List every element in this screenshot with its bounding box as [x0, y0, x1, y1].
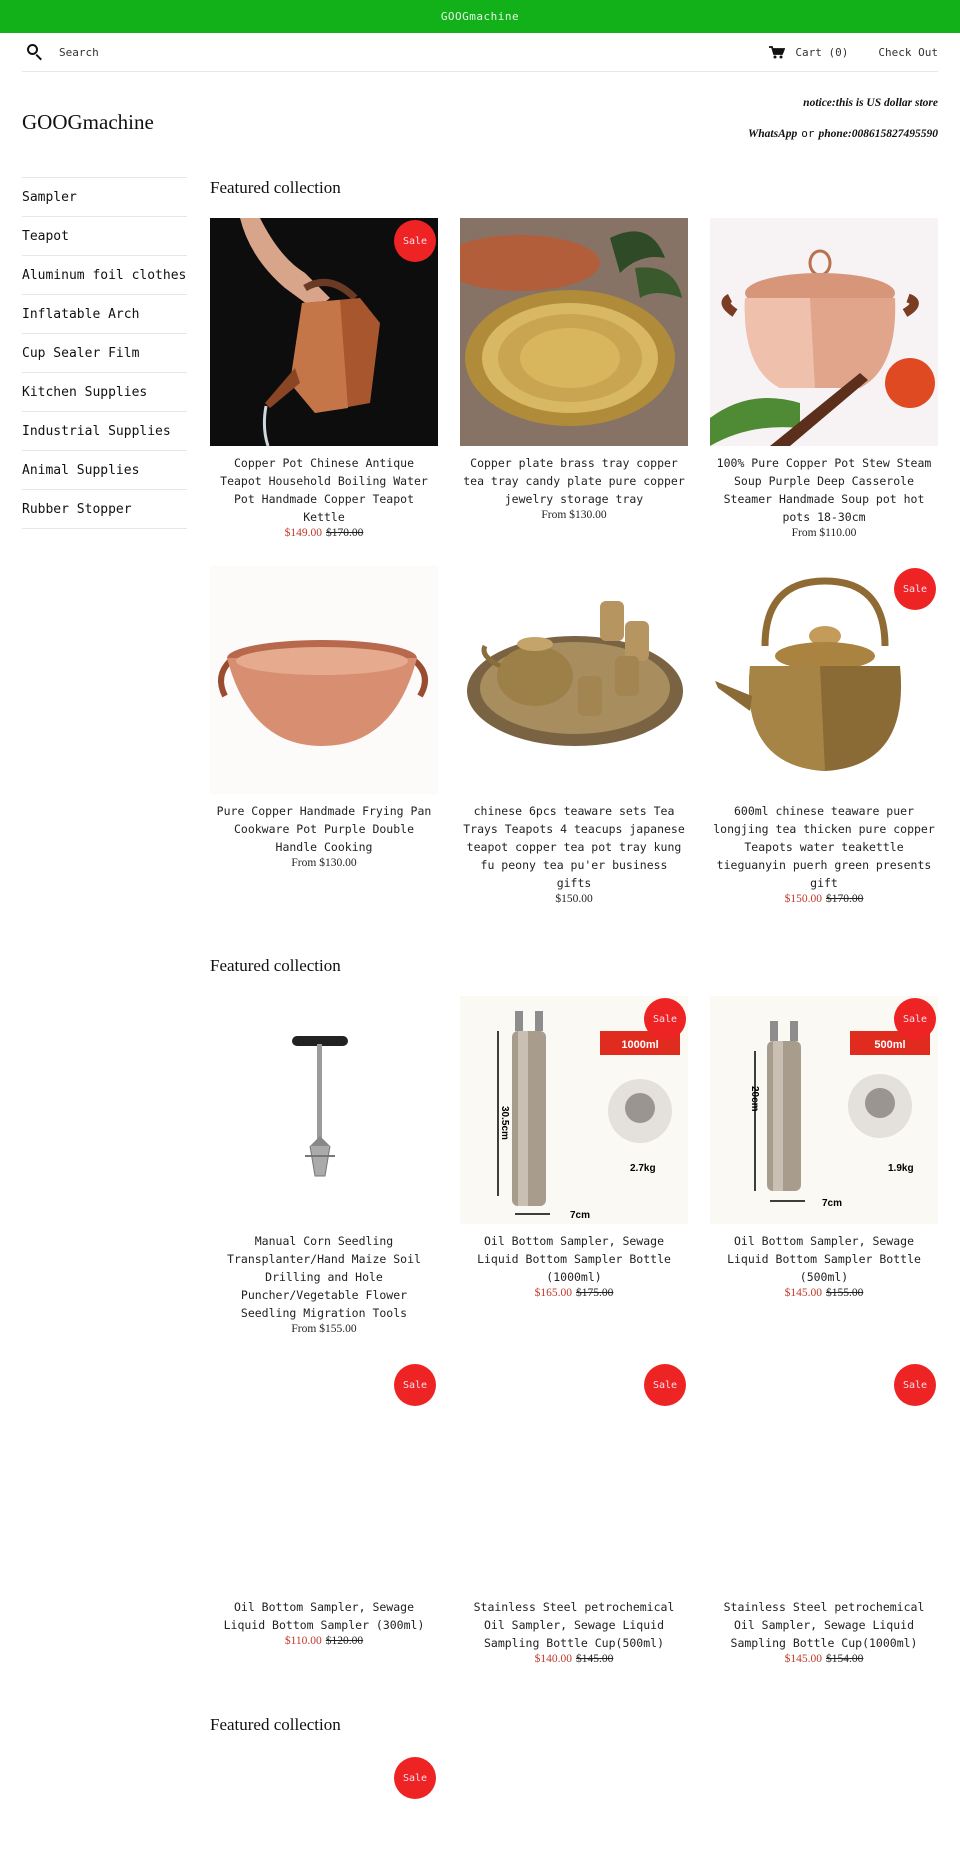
sale-badge: Sale — [894, 568, 936, 610]
sale-price: $149.00 — [284, 527, 322, 539]
product-image[interactable] — [210, 218, 438, 446]
product-card[interactable] — [710, 996, 938, 1299]
sidebar-item-teapot[interactable]: Teapot — [22, 217, 187, 256]
sale-badge: Sale — [894, 1364, 936, 1406]
sale-badge: Sale — [394, 1757, 436, 1799]
capacity-label: 500ml — [874, 1039, 906, 1051]
sidebar-item-kitchen-supplies[interactable]: Kitchen Supplies — [22, 373, 187, 412]
product-image[interactable] — [460, 566, 688, 794]
product-title[interactable]: Oil Bottom Sampler, Sewage Liquid Bottom Sampler Bottle (1000ml) — [477, 1234, 671, 1284]
product-title[interactable]: chinese 6pcs teaware sets Tea Trays Teapots 4 teacups japanese teapot copper tea pot tray kung fu peony tea pu'er business gifts — [463, 804, 685, 890]
sidebar-item-animal-supplies[interactable]: Animal Supplies — [22, 451, 187, 490]
weight-label: 1.9kg — [888, 1163, 914, 1174]
product-title[interactable]: Copper Pot Chinese Antique Teapot Household Boiling Water Pot Handmade Copper Teapot Kettle — [220, 456, 428, 524]
header-links — [769, 46, 938, 59]
product-image[interactable] — [710, 218, 938, 446]
search-field[interactable] — [22, 44, 99, 60]
product-image[interactable] — [460, 218, 688, 446]
product-title[interactable]: Oil Bottom Sampler, Sewage Liquid Bottom Sampler (300ml) — [223, 1600, 425, 1632]
product-price — [210, 527, 438, 539]
product-image[interactable] — [210, 996, 438, 1224]
site-logo[interactable]: GOOGmachine — [22, 110, 154, 134]
product-price — [210, 1635, 438, 1647]
phone-number: phone:008615827495590 — [818, 128, 938, 140]
compare-price: $120.00 — [325, 1635, 364, 1647]
search-input[interactable]: Search — [59, 45, 99, 59]
product-card[interactable] — [460, 566, 688, 905]
product-card[interactable] — [710, 1362, 938, 1665]
sidebar-nav — [22, 177, 187, 529]
sale-price: $165.00 — [534, 1287, 572, 1299]
or-text: or — [801, 127, 815, 140]
sidebar-item-rubber-stopper[interactable]: Rubber Stopper — [22, 490, 187, 529]
product-title[interactable]: 600ml chinese teaware puer longjing tea thicken pure copper Teapots water teakettle tieguanyin puerh green presents gift — [713, 804, 935, 890]
cart-icon — [769, 46, 785, 59]
section-title: Featured collection — [210, 956, 341, 975]
sale-price: $145.00 — [784, 1653, 822, 1665]
product-image[interactable] — [210, 1755, 438, 1870]
product-price — [710, 1287, 938, 1299]
announcement-text: GOOGmachine — [440, 10, 520, 23]
cart-label: Cart (0) — [795, 45, 849, 59]
contact-line — [748, 126, 938, 140]
compare-price: $170.00 — [326, 527, 364, 539]
compare-price: $155.00 — [826, 1287, 864, 1299]
checkout-link[interactable]: Check Out — [878, 45, 938, 59]
product-card[interactable] — [210, 1755, 438, 1870]
sale-badge: Sale — [394, 220, 436, 262]
product-title[interactable]: Stainless Steel petrochemical Oil Sampler, Sewage Liquid Sampling Bottle Cup(1000ml) — [723, 1600, 925, 1650]
product-title[interactable]: Copper plate brass tray copper tea tray candy plate pure copper jewelry storage tray — [463, 456, 685, 506]
product-image[interactable] — [710, 996, 938, 1224]
top-bar — [22, 33, 938, 72]
product-image[interactable] — [710, 566, 938, 794]
product-price — [710, 893, 938, 905]
sale-badge: Sale — [644, 1364, 686, 1406]
product-image[interactable] — [210, 566, 438, 794]
whatsapp-label: WhatsApp — [748, 128, 798, 140]
product-card[interactable] — [460, 996, 688, 1299]
product-price — [460, 1653, 688, 1665]
product-price — [460, 1287, 688, 1299]
product-image[interactable] — [460, 1362, 688, 1590]
product-card[interactable] — [210, 566, 438, 869]
sale-badge: Sale — [894, 998, 936, 1040]
sidebar-item-inflatable-arch[interactable]: Inflatable Arch — [22, 295, 187, 334]
cart-link[interactable] — [769, 46, 848, 59]
product-image[interactable] — [210, 1362, 438, 1590]
announcement-bar — [0, 0, 960, 33]
product-title[interactable]: 100% Pure Copper Pot Stew Steam Soup Purple Deep Casserole Steamer Handmade Soup pot hot pots 18-30cm — [716, 456, 932, 524]
product-price: From $155.00 — [291, 1323, 357, 1335]
product-price — [710, 1653, 938, 1665]
sale-badge: Sale — [644, 998, 686, 1040]
product-title[interactable]: Stainless Steel petrochemical Oil Sampler, Sewage Liquid Sampling Bottle Cup(500ml) — [473, 1600, 675, 1650]
product-card[interactable] — [460, 1362, 688, 1665]
product-card[interactable] — [210, 1362, 438, 1647]
product-card[interactable] — [210, 996, 438, 1335]
product-title[interactable]: Manual Corn Seedling Transplanter/Hand Maize Soil Drilling and Hole Puncher/Vegetable Flower Seedling Migration Tools — [227, 1234, 421, 1320]
compare-price: $145.00 — [576, 1653, 614, 1665]
compare-price: $175.00 — [576, 1287, 614, 1299]
section-title: Featured collection — [210, 178, 341, 197]
sale-price: $140.00 — [534, 1653, 572, 1665]
product-card[interactable] — [210, 218, 438, 539]
search-icon[interactable] — [27, 44, 43, 60]
product-title[interactable]: Oil Bottom Sampler, Sewage Liquid Bottom Sampler Bottle (500ml) — [727, 1234, 921, 1284]
product-card[interactable] — [710, 566, 938, 905]
product-price: From $130.00 — [541, 509, 607, 521]
product-card[interactable] — [710, 218, 938, 539]
sale-price: $145.00 — [784, 1287, 822, 1299]
sale-price: $150.00 — [784, 893, 822, 905]
compare-price: $154.00 — [826, 1653, 864, 1665]
product-price: From $130.00 — [291, 857, 357, 869]
product-title[interactable]: Pure Copper Handmade Frying Pan Cookware Pot Purple Double Handle Cooking — [216, 804, 432, 854]
sidebar-item-sampler[interactable]: Sampler — [22, 178, 187, 217]
section-title: Featured collection — [210, 1715, 341, 1734]
sale-price: $110.00 — [284, 1635, 322, 1647]
product-image[interactable] — [460, 996, 688, 1224]
sidebar-item-aluminum-foil-clothes[interactable]: Aluminum foil clothes — [22, 256, 187, 295]
product-card[interactable] — [460, 218, 688, 521]
product-image[interactable] — [710, 1362, 938, 1590]
width-label: 7cm — [822, 1198, 843, 1209]
sale-badge: Sale — [394, 1364, 436, 1406]
weight-label: 2.7kg — [630, 1163, 656, 1174]
capacity-label: 1000ml — [621, 1039, 659, 1051]
width-label: 7cm — [570, 1210, 591, 1221]
compare-price: $170.00 — [826, 893, 864, 905]
product-price: From $110.00 — [791, 527, 857, 539]
currency-notice: notice:this is US dollar store — [803, 97, 938, 109]
height-label: 20cm — [749, 1086, 760, 1112]
sidebar-item-industrial-supplies[interactable]: Industrial Supplies — [22, 412, 187, 451]
sidebar-item-cup-sealer-film[interactable]: Cup Sealer Film — [22, 334, 187, 373]
product-price: $150.00 — [555, 893, 593, 905]
height-label: 30.5cm — [499, 1106, 510, 1140]
